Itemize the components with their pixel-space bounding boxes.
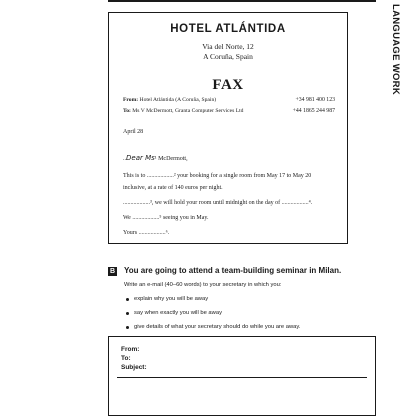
fax-from-number: +34 981 400 123: [295, 97, 335, 103]
email-to-label: To:: [121, 355, 131, 362]
side-tab: [380, 4, 401, 95]
fax-body-line2: inclusive, at a rate of 140 euros per night.: [123, 185, 223, 191]
fax-body-line5: Yours ..................⁶.: [123, 230, 170, 236]
salutation-suffix: ¹ McDermott,: [154, 156, 188, 162]
fax-body-line4: We ..................⁵ seeing you in May.: [123, 215, 209, 221]
bullet-item: explain why you will be away: [134, 296, 209, 302]
bullet-item: say when exactly you will be away: [134, 310, 222, 316]
section-b-instruction: Write an e-mail (40–60 words) to your secretary in which you:: [124, 282, 282, 288]
bullet-dot: [126, 312, 129, 315]
fax-body-line1: This is to ..................² your booking for a single room from May 17 to May 20: [123, 173, 312, 179]
fax-from-value: Hotel Atlántida (A Coruña, Spain): [139, 97, 217, 103]
bullet-item: give details of what your secretary should do while you are away.: [134, 324, 301, 330]
email-subject-label: Subject:: [121, 364, 147, 371]
fax-document: [108, 12, 348, 244]
top-rule: [108, 0, 376, 2]
fax-to: [123, 108, 243, 114]
hotel-address-line2: A Coruña, Spain: [203, 52, 253, 61]
fax-to-label: To:: [123, 108, 131, 114]
side-tab-label: LANGUAGE WORK: [390, 4, 401, 95]
fax-from: [123, 97, 216, 103]
fax-from-label: From:: [123, 97, 139, 103]
section-b-badge: B: [109, 268, 116, 275]
email-template: [108, 336, 376, 416]
fax-to-value: Ms V McDermott, Granta Computer Services Ltd: [132, 108, 244, 114]
section-b-title: You are going to attend a team-building seminar in Milan.: [124, 266, 342, 275]
fax-to-number: +44 1865 244 987: [292, 108, 335, 114]
salutation-handwritten: Dear Ms: [126, 154, 155, 162]
bullet-dot: [126, 298, 129, 301]
email-from-label: From:: [121, 346, 140, 353]
fax-salutation: [123, 154, 188, 162]
fax-date: April 28: [123, 129, 144, 135]
email-divider: [117, 377, 367, 378]
bullet-dot: [126, 326, 129, 329]
fax-title: FAX: [212, 77, 244, 93]
salutation-prefix: ..: [123, 156, 126, 162]
hotel-address-line1: Via del Norte, 12: [202, 42, 254, 51]
hotel-name: HOTEL ATLÁNTIDA: [170, 23, 286, 35]
fax-body-line3: ..................³, we will hold your room until midnight on the day of ..................⁴.: [123, 200, 313, 206]
